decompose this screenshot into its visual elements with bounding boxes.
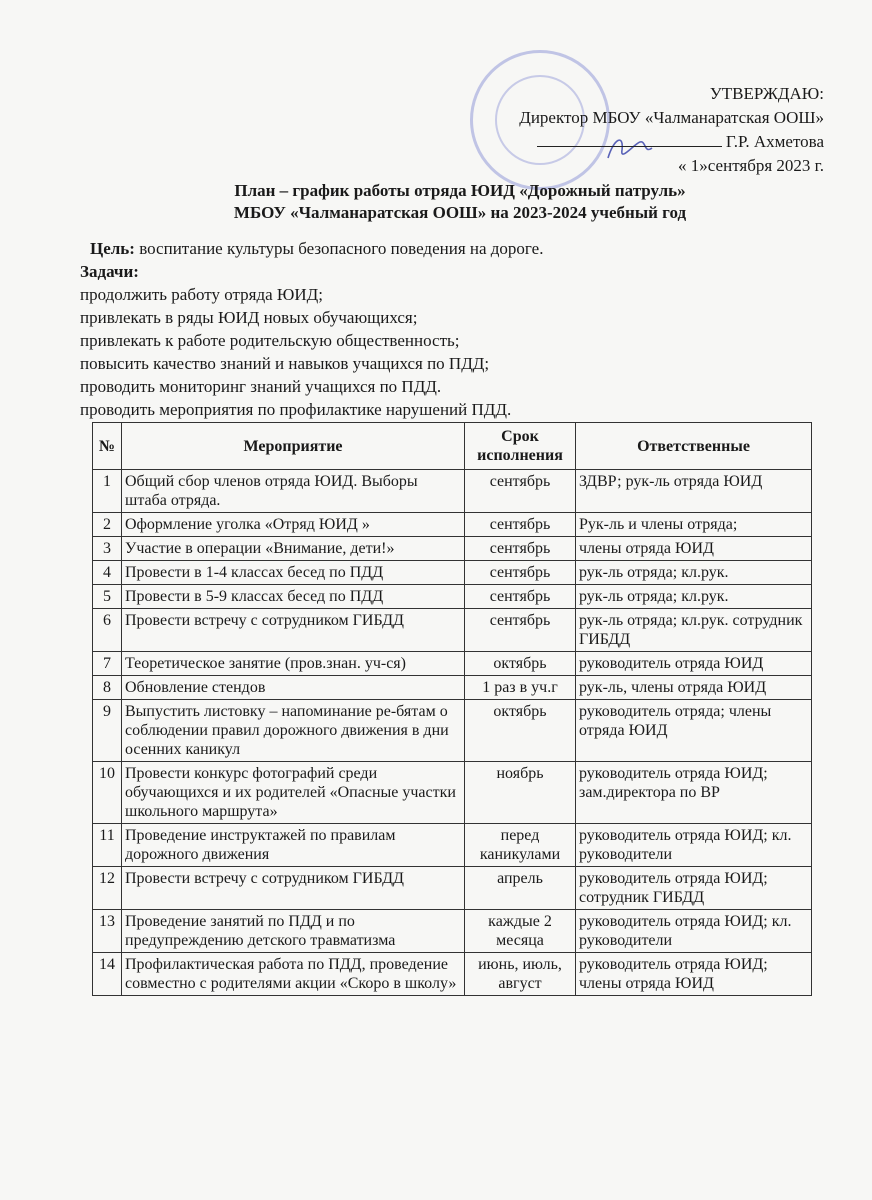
row-responsible: руководитель отряда ЮИД; кл. руководители (576, 910, 812, 953)
row-term: каждые 2 месяца (465, 910, 576, 953)
row-event: Оформление уголка «Отряд ЮИД » (122, 513, 465, 537)
approval-signature-line (519, 130, 824, 154)
row-event: Профилактическая работа по ПДД, проведение совместно с родителями акции «Скоро в школу» (122, 953, 465, 996)
row-event: Проведение занятий по ПДД и по предупреждению детского травматизма (122, 910, 465, 953)
table-row (93, 762, 812, 824)
row-term: 1 раз в уч.г (465, 676, 576, 700)
header-responsible: Ответственные (576, 423, 812, 470)
task-item: проводить мероприятия по профилактике нарушений ПДД. (80, 400, 512, 419)
table-row (93, 652, 812, 676)
task-item: проводить мониторинг знаний учащихся по ПДД. (80, 377, 442, 396)
row-term: сентябрь (465, 609, 576, 652)
tasks-label: Задачи: (80, 262, 139, 281)
row-event: Выпустить листовку – напоминание ре-бятам о соблюдении правил дорожного движения в дни осенних каникул (122, 700, 465, 762)
goal-text: воспитание культуры безопасного поведения на дороге. (139, 239, 544, 258)
row-responsible: рук-ль, члены отряда ЮИД (576, 676, 812, 700)
row-event: Провести конкурс фотографий среди обучающихся и их родителей «Опасные участки школьного маршрута» (122, 762, 465, 824)
row-responsible: ЗДВР; рук-ль отряда ЮИД (576, 470, 812, 513)
row-responsible: члены отряда ЮИД (576, 537, 812, 561)
row-responsible: рук-ль отряда; кл.рук. (576, 561, 812, 585)
row-term: сентябрь (465, 537, 576, 561)
header-term: Срок исполнения (465, 423, 576, 470)
approval-block (519, 82, 824, 178)
row-event: Провести в 1-4 классах бесед по ПДД (122, 561, 465, 585)
row-event: Провести встречу с сотрудником ГИБДД (122, 609, 465, 652)
row-responsible: рук-ль отряда; кл.рук. сотрудник ГИБДД (576, 609, 812, 652)
row-term: перед каникулами (465, 824, 576, 867)
row-number: 7 (93, 652, 122, 676)
approval-heading: УТВЕРЖДАЮ: (709, 84, 824, 103)
row-event: Участие в операции «Внимание, дети!» (122, 537, 465, 561)
table-row (93, 676, 812, 700)
table-row (93, 537, 812, 561)
row-number: 12 (93, 867, 122, 910)
row-number: 10 (93, 762, 122, 824)
table-row (93, 561, 812, 585)
table-row (93, 585, 812, 609)
document-title (140, 180, 780, 224)
row-term: сентябрь (465, 513, 576, 537)
row-number: 11 (93, 824, 122, 867)
row-number: 2 (93, 513, 122, 537)
table-row (93, 867, 812, 910)
row-number: 13 (93, 910, 122, 953)
row-term: сентябрь (465, 585, 576, 609)
row-term: ноябрь (465, 762, 576, 824)
signature-underline (537, 130, 722, 147)
row-term: сентябрь (465, 470, 576, 513)
row-number: 1 (93, 470, 122, 513)
row-responsible: руководитель отряда ЮИД; зам.директора по ВР (576, 762, 812, 824)
row-term: октябрь (465, 652, 576, 676)
row-number: 9 (93, 700, 122, 762)
table-row (93, 609, 812, 652)
table-row (93, 824, 812, 867)
row-number: 3 (93, 537, 122, 561)
row-responsible: руководитель отряда ЮИД; члены отряда ЮИД (576, 953, 812, 996)
table-body (93, 470, 812, 996)
row-term: апрель (465, 867, 576, 910)
row-number: 14 (93, 953, 122, 996)
row-responsible: руководитель отряда; члены отряда ЮИД (576, 700, 812, 762)
row-term: октябрь (465, 700, 576, 762)
director-name: Г.Р. Ахметова (725, 132, 824, 151)
goal-line (80, 237, 800, 260)
task-item: повысить качество знаний и навыков учащихся по ПДД; (80, 354, 490, 373)
task-item: привлекать в ряды ЮИД новых обучающихся; (80, 308, 418, 327)
title-line-2: МБОУ «Чалманаратская ООШ» на 2023-2024 учебный год (233, 203, 687, 222)
table-row (93, 700, 812, 762)
row-responsible: руководитель отряда ЮИД; кл. руководители (576, 824, 812, 867)
row-event: Обновление стендов (122, 676, 465, 700)
goals-and-tasks (80, 237, 800, 421)
row-number: 4 (93, 561, 122, 585)
row-responsible: рук-ль отряда; кл.рук. (576, 585, 812, 609)
header-number: № (93, 423, 122, 470)
approval-position: Директор МБОУ «Чалманаратская ООШ» (519, 108, 824, 127)
table-row (93, 470, 812, 513)
row-event: Теоретическое занятие (пров.знан. уч-ся) (122, 652, 465, 676)
row-number: 8 (93, 676, 122, 700)
header-event: Мероприятие (122, 423, 465, 470)
row-number: 6 (93, 609, 122, 652)
row-event: Проведение инструктажей по правилам дорожного движения (122, 824, 465, 867)
approval-date: « 1»сентября 2023 г. (678, 156, 824, 175)
row-event: Провести в 5-9 классах бесед по ПДД (122, 585, 465, 609)
task-item: продолжить работу отряда ЮИД; (80, 285, 323, 304)
row-number: 5 (93, 585, 122, 609)
plan-table (92, 422, 812, 996)
row-event: Общий сбор членов отряда ЮИД. Выборы штаба отряда. (122, 470, 465, 513)
table-row (93, 953, 812, 996)
table-header-row (93, 423, 812, 470)
row-term: июнь, июль, август (465, 953, 576, 996)
row-responsible: Рук-ль и члены отряда; (576, 513, 812, 537)
row-responsible: руководитель отряда ЮИД (576, 652, 812, 676)
title-line-1: План – график работы отряда ЮИД «Дорожный патруль» (234, 181, 686, 200)
row-term: сентябрь (465, 561, 576, 585)
row-event: Провести встречу с сотрудником ГИБДД (122, 867, 465, 910)
row-responsible: руководитель отряда ЮИД; сотрудник ГИБДД (576, 867, 812, 910)
goal-label: Цель: (90, 239, 135, 258)
task-item: привлекать к работе родительскую общественность; (80, 331, 460, 350)
table-row (93, 910, 812, 953)
table-row (93, 513, 812, 537)
